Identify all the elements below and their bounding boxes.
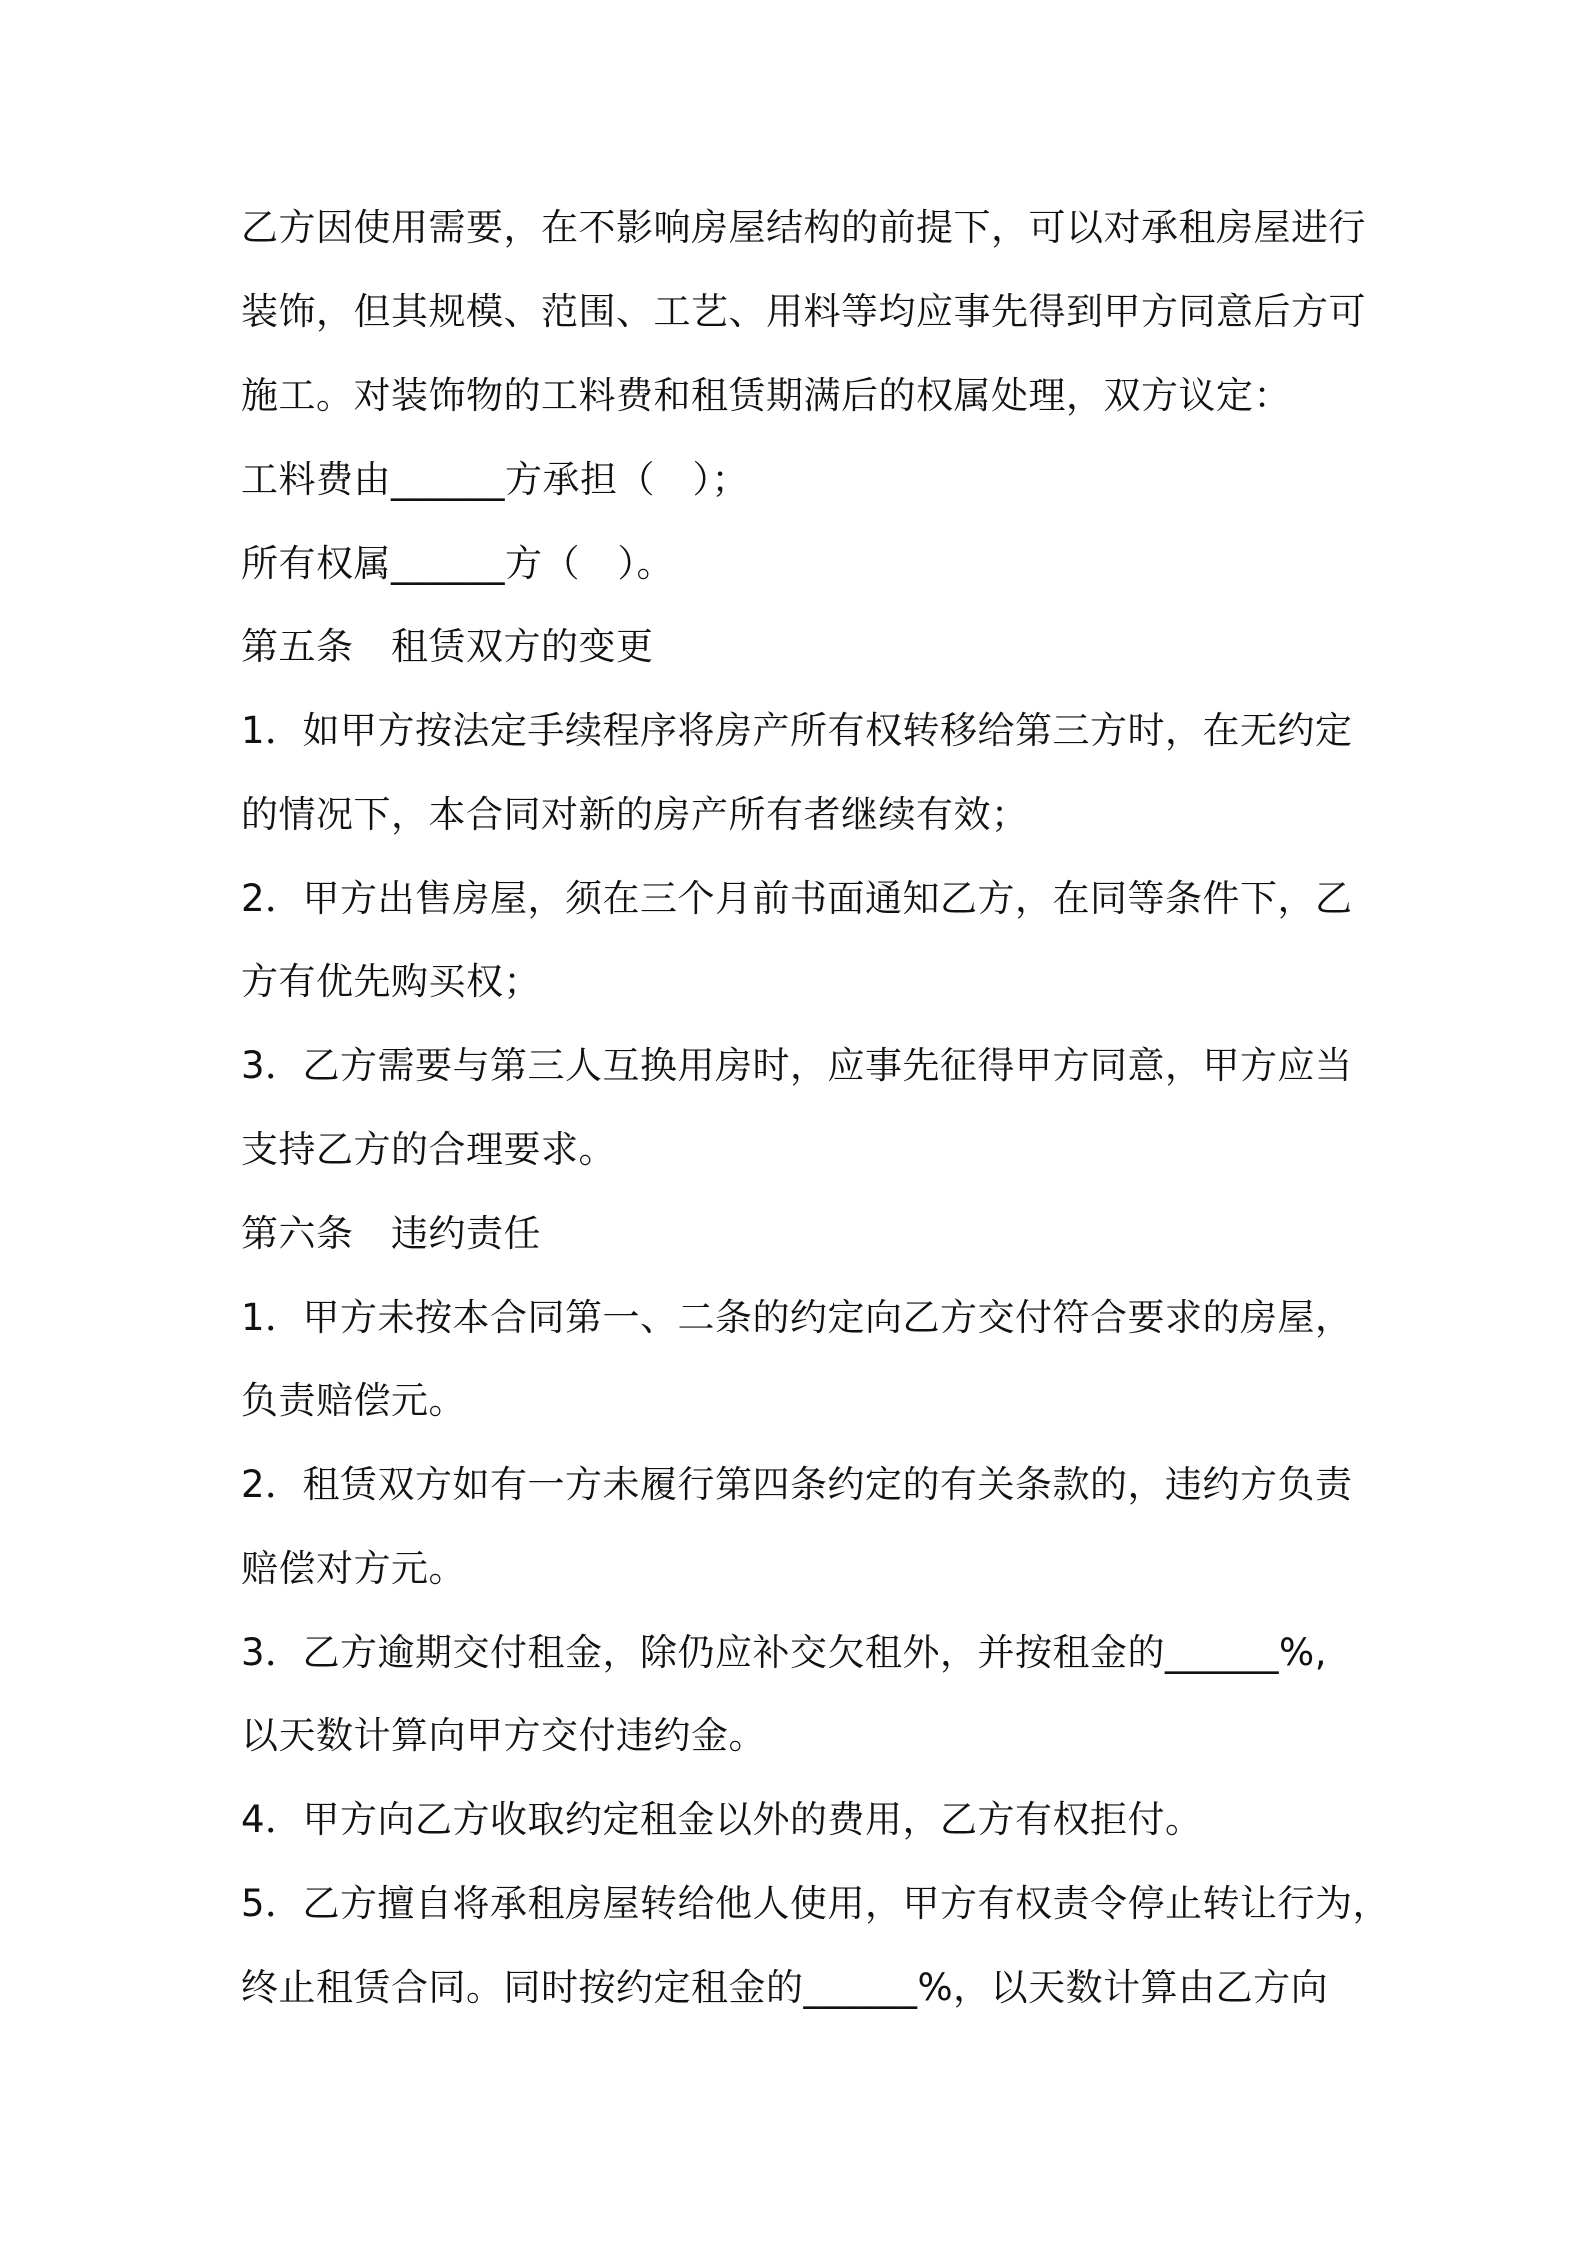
section-heading: 第六条 违约责任 (241, 1212, 541, 1255)
text-line: 2．甲方出售房屋，须在三个月前书面通知乙方，在同等条件下，乙 (241, 877, 1353, 920)
text-line: 支持乙方的合理要求。 (241, 1128, 616, 1171)
text-line: 1．甲方未按本合同第一、二条的约定向乙方交付符合要求的房屋， (241, 1296, 1353, 1339)
section-heading: 第五条 租赁双方的变更 (241, 625, 654, 668)
text-line: 所有权属______方（ ）。 (241, 542, 674, 585)
text-line: 终止租赁合同。同时按约定租金的______%，以天数计算由乙方向 (241, 1966, 1329, 2009)
text-line: 5．乙方擅自将承租房屋转给他人使用，甲方有权责令停止转让行为， (241, 1882, 1391, 1925)
text-line: 以天数计算向甲方交付违约金。 (241, 1714, 766, 1757)
text-line: 工料费由______方承担（ ）； (241, 458, 749, 501)
text-line: 的情况下，本合同对新的房产所有者继续有效； (241, 793, 1029, 836)
text-line: 1．如甲方按法定手续程序将房产所有权转移给第三方时，在无约定 (241, 709, 1353, 752)
text-line: 乙方因使用需要，在不影响房屋结构的前提下，可以对承租房屋进行 (241, 206, 1366, 249)
text-line: 2．租赁双方如有一方未履行第四条约定的有关条款的，违约方负责 (241, 1463, 1353, 1506)
text-line: 装饰，但其规模、范围、工艺、用料等均应事先得到甲方同意后方可 (241, 290, 1366, 333)
text-line: 赔偿对方元。 (241, 1547, 466, 1590)
text-line: 负责赔偿元。 (241, 1379, 466, 1422)
text-line: 方有优先购买权； (241, 960, 541, 1003)
text-line: 3．乙方逾期交付租金，除仍应补交欠租外，并按租金的______%, (241, 1631, 1327, 1674)
text-line: 3．乙方需要与第三人互换用房时，应事先征得甲方同意，甲方应当 (241, 1044, 1353, 1087)
text-line: 4．甲方向乙方收取约定租金以外的费用，乙方有权拒付。 (241, 1798, 1203, 1841)
text-line: 施工。对装饰物的工料费和租赁期满后的权属处理，双方议定： (241, 374, 1291, 417)
